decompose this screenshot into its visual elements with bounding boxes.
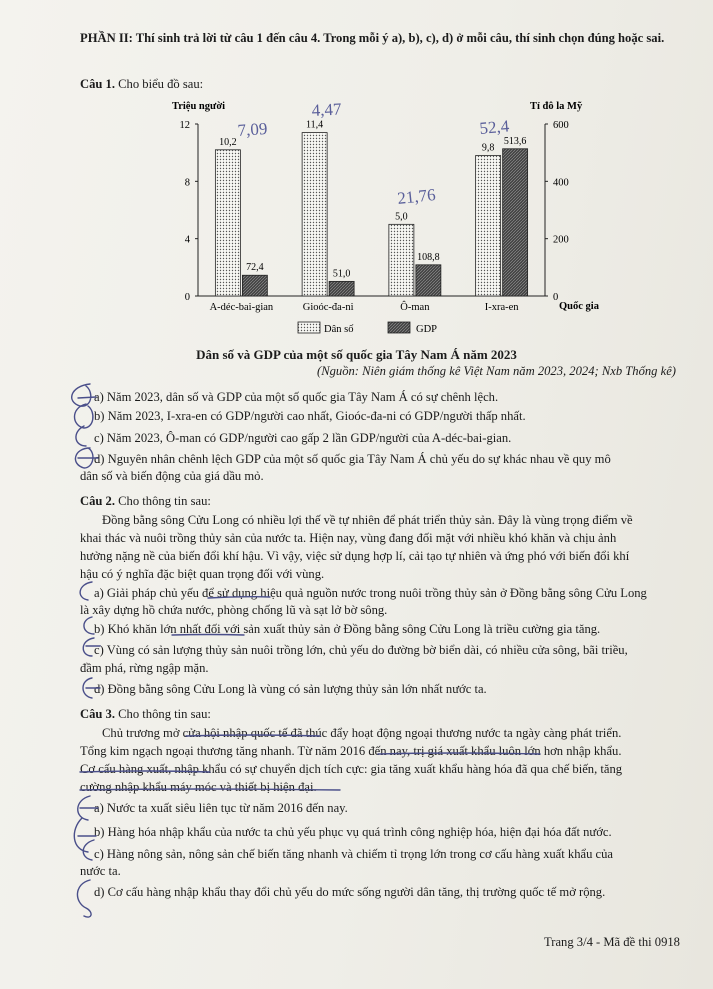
- q1-option-c: c) Năm 2023, Ô-man có GDP/người cao gấp 2 lần GDP/người của A-déc-bai-gian.: [94, 431, 512, 445]
- left-tick-label: 0: [184, 292, 190, 303]
- q2-intro: Cho thông tin sau:: [118, 494, 211, 508]
- q3-intro: Cho thông tin sau:: [118, 707, 211, 721]
- q2-title: Câu 2.: [80, 494, 115, 508]
- left-tick-label: 4: [184, 234, 190, 246]
- q3-para-line1: Chủ trương mở cửa hội nhập quốc tế đã thúc đẩy hoạt động ngoại thương nước ta ngày càng phát triển.: [102, 726, 622, 740]
- left-tick-label: 8: [184, 177, 190, 189]
- handwritten-mark-q2d: [83, 678, 100, 698]
- underline-1: [208, 597, 270, 598]
- handwritten-mark-q1a: [72, 384, 96, 406]
- page-footer: Trang 3/4 - Mã đề thi 0918: [544, 935, 680, 949]
- x-axis-label: Quốc gia: [559, 301, 599, 312]
- handwritten-mark-q1b: [75, 404, 93, 428]
- handwritten-mark-q2a: [80, 582, 92, 600]
- right-tick-label: 600: [553, 120, 569, 131]
- right-tick-label: 0: [553, 292, 559, 303]
- underline-2: [172, 635, 244, 636]
- right-axis-label: Tỉ đô la Mỹ: [530, 101, 583, 112]
- q1-option-b: b) Năm 2023, I-xra-en có GDP/người cao nhất, Gioóc-đa-ni có GDP/người thấp nhất.: [94, 409, 526, 423]
- category-label: Gioóc-đa-ni: [302, 302, 354, 313]
- q1-option-d-line2: dân số và biến động của giá dầu mỏ.: [80, 469, 264, 483]
- q2-option-c-line1: c) Vùng có sản lượng thủy sản nuôi trồng lớn, chủ yếu do đường bờ biển dài, có nhiều cửa sông, bãi triều,: [94, 643, 628, 657]
- left-axis-label: Triệu người: [172, 101, 226, 112]
- left-tick-label: 12: [179, 120, 190, 131]
- q2-option-d: d) Đồng bằng sông Cửu Long là vùng có sản lượng thủy sản lớn nhất nước ta.: [94, 682, 487, 696]
- handwritten-mark-q2c: [83, 638, 100, 656]
- data-label-gdp: 513,6: [503, 135, 527, 147]
- data-label-population: 9,8: [481, 142, 495, 154]
- q2-option-a-line1: a) Giải pháp chủ yếu để sử dụng hiệu quả nguồn nước trong nuôi trồng thủy sản ở Đồng bằng sông Cửu Long: [94, 586, 647, 600]
- q1-title: Câu 1.: [80, 77, 115, 91]
- handwritten-note-1: 7,09: [236, 118, 268, 140]
- data-label-gdp: 72,4: [246, 262, 264, 274]
- q2-option-a-line2: là xây dựng hồ chứa nước, phòng chống lũ và sạt lở bờ sông.: [80, 603, 388, 617]
- q2-para-line3: hưởng nặng nề của biến đổi khí hậu. Vì vậy, việc sử dụng hợp lí, cải tạo tự nhiên và ứng phó với biến đổi khí: [80, 549, 630, 563]
- data-label-population: 10,2: [219, 136, 237, 148]
- q2-para-line4: hậu có ý nghĩa đặc biệt quan trọng đối với vùng.: [80, 567, 325, 581]
- q2-para-line1: Đồng bằng sông Cửu Long có nhiều lợi thế về tự nhiên để phát triển thủy sản. Đây là vùng trọng điểm về: [102, 513, 633, 527]
- data-label-gdp: 108,8: [417, 251, 440, 263]
- underline-3: [186, 735, 320, 736]
- underline-5: [80, 771, 210, 772]
- data-label-population: 11,4: [306, 119, 324, 131]
- right-tick-label: 200: [553, 234, 569, 246]
- handwritten-mark-q1c: [76, 426, 86, 446]
- q3-title: Câu 3.: [80, 707, 115, 721]
- legend-label-gdp: GDP: [416, 324, 438, 335]
- underline-6: [80, 789, 340, 790]
- handwritten-mark-q3d: [77, 880, 91, 917]
- q1-option-a: a) Năm 2023, dân số và GDP của một số quốc gia Tây Nam Á có sự chênh lệch.: [94, 390, 499, 404]
- q3-option-d: d) Cơ cấu hàng nhập khẩu thay đổi chủ yếu do mức sống người dân tăng, thị trường quốc tế mở rộng.: [94, 885, 606, 899]
- handwritten-mark-q3c: [83, 840, 94, 860]
- category-label: I-xra-en: [484, 302, 519, 313]
- category-label: A-déc-bai-gian: [209, 302, 274, 313]
- part-heading: PHẦN II: Thí sinh trả lời từ câu 1 đến câu 4. Trong mỗi ý a), b), c), d) ở mỗi câu, thí sinh chọn đúng hoặc sai.: [80, 31, 665, 45]
- handwritten-mark-q3b: [74, 818, 96, 852]
- underline-4: [378, 753, 540, 754]
- chart-caption: Dân số và GDP của một số quốc gia Tây Nam Á năm 2023: [196, 347, 517, 362]
- q3-option-b: b) Hàng hóa nhập khẩu của nước ta chủ yếu phục vụ quá trình công nghiệp hóa, hiện đại hóa đất nước.: [94, 825, 612, 839]
- data-label-gdp: 51,0: [332, 268, 351, 280]
- chart-source: (Nguồn: Niên giám thống kê Việt Nam năm 2023, 2024; Nxb Thống kê): [317, 364, 676, 378]
- q1-option-d-line1: d) Nguyên nhân chênh lệch GDP của một số quốc gia Tây Nam Á chủ yếu do sự khác nhau về quy mô: [94, 452, 611, 466]
- handwritten-note-2: 4,47: [311, 99, 342, 120]
- q1-intro: Cho biểu đồ sau:: [118, 77, 204, 91]
- q3-para-line4: cường nhập khẩu máy móc và thiết bị hiện đại.: [80, 780, 317, 794]
- handwritten-note-4: 52,4: [478, 116, 510, 138]
- q3-para-line2: Tổng kim ngạch ngoại thương tăng nhanh. Từ năm 2016 đến nay, trị giá xuất khẩu luôn lớn hơn nhập khẩu.: [80, 744, 622, 758]
- data-label-population: 5,0: [395, 211, 408, 223]
- q2-option-c-line2: đầm phá, rừng ngập mặn.: [80, 661, 209, 675]
- legend-label-population: Dân số: [324, 324, 354, 335]
- handwritten-note-3: 21,76: [396, 185, 437, 208]
- category-label: Ô-man: [400, 302, 430, 313]
- q3-option-c-line2: nước ta.: [80, 864, 121, 878]
- q2-option-b: b) Khó khăn lớn nhất đối với sản xuất thủy sản ở Đồng bằng sông Cửu Long là triều cường gia tăng.: [94, 622, 601, 636]
- q2-para-line2: khai thác và nuôi trồng thủy sản của nước ta. Hiện nay, vùng đang đối mặt với nhiều khó khăn và chịu ảnh: [80, 531, 617, 545]
- q3-option-a: a) Nước ta xuất siêu liên tục từ năm 2016 đến nay.: [94, 801, 348, 815]
- q3-para-line3: Cơ cấu hàng xuất, nhập khẩu có sự chuyển dịch tích cực: gia tăng xuất khẩu hàng hóa đã qua chế biến, tăng: [80, 762, 623, 776]
- handwritten-mark-q2b: [84, 617, 94, 634]
- q3-option-c-line1: c) Hàng nông sản, nông sản chế biến tăng nhanh và chiếm tỉ trọng lớn trong cơ cấu hàng xuất khẩu của: [94, 847, 614, 861]
- handwritten-mark-q3a: [78, 796, 98, 820]
- right-tick-label: 400: [553, 177, 569, 189]
- handwritten-mark-q1d: [75, 448, 98, 468]
